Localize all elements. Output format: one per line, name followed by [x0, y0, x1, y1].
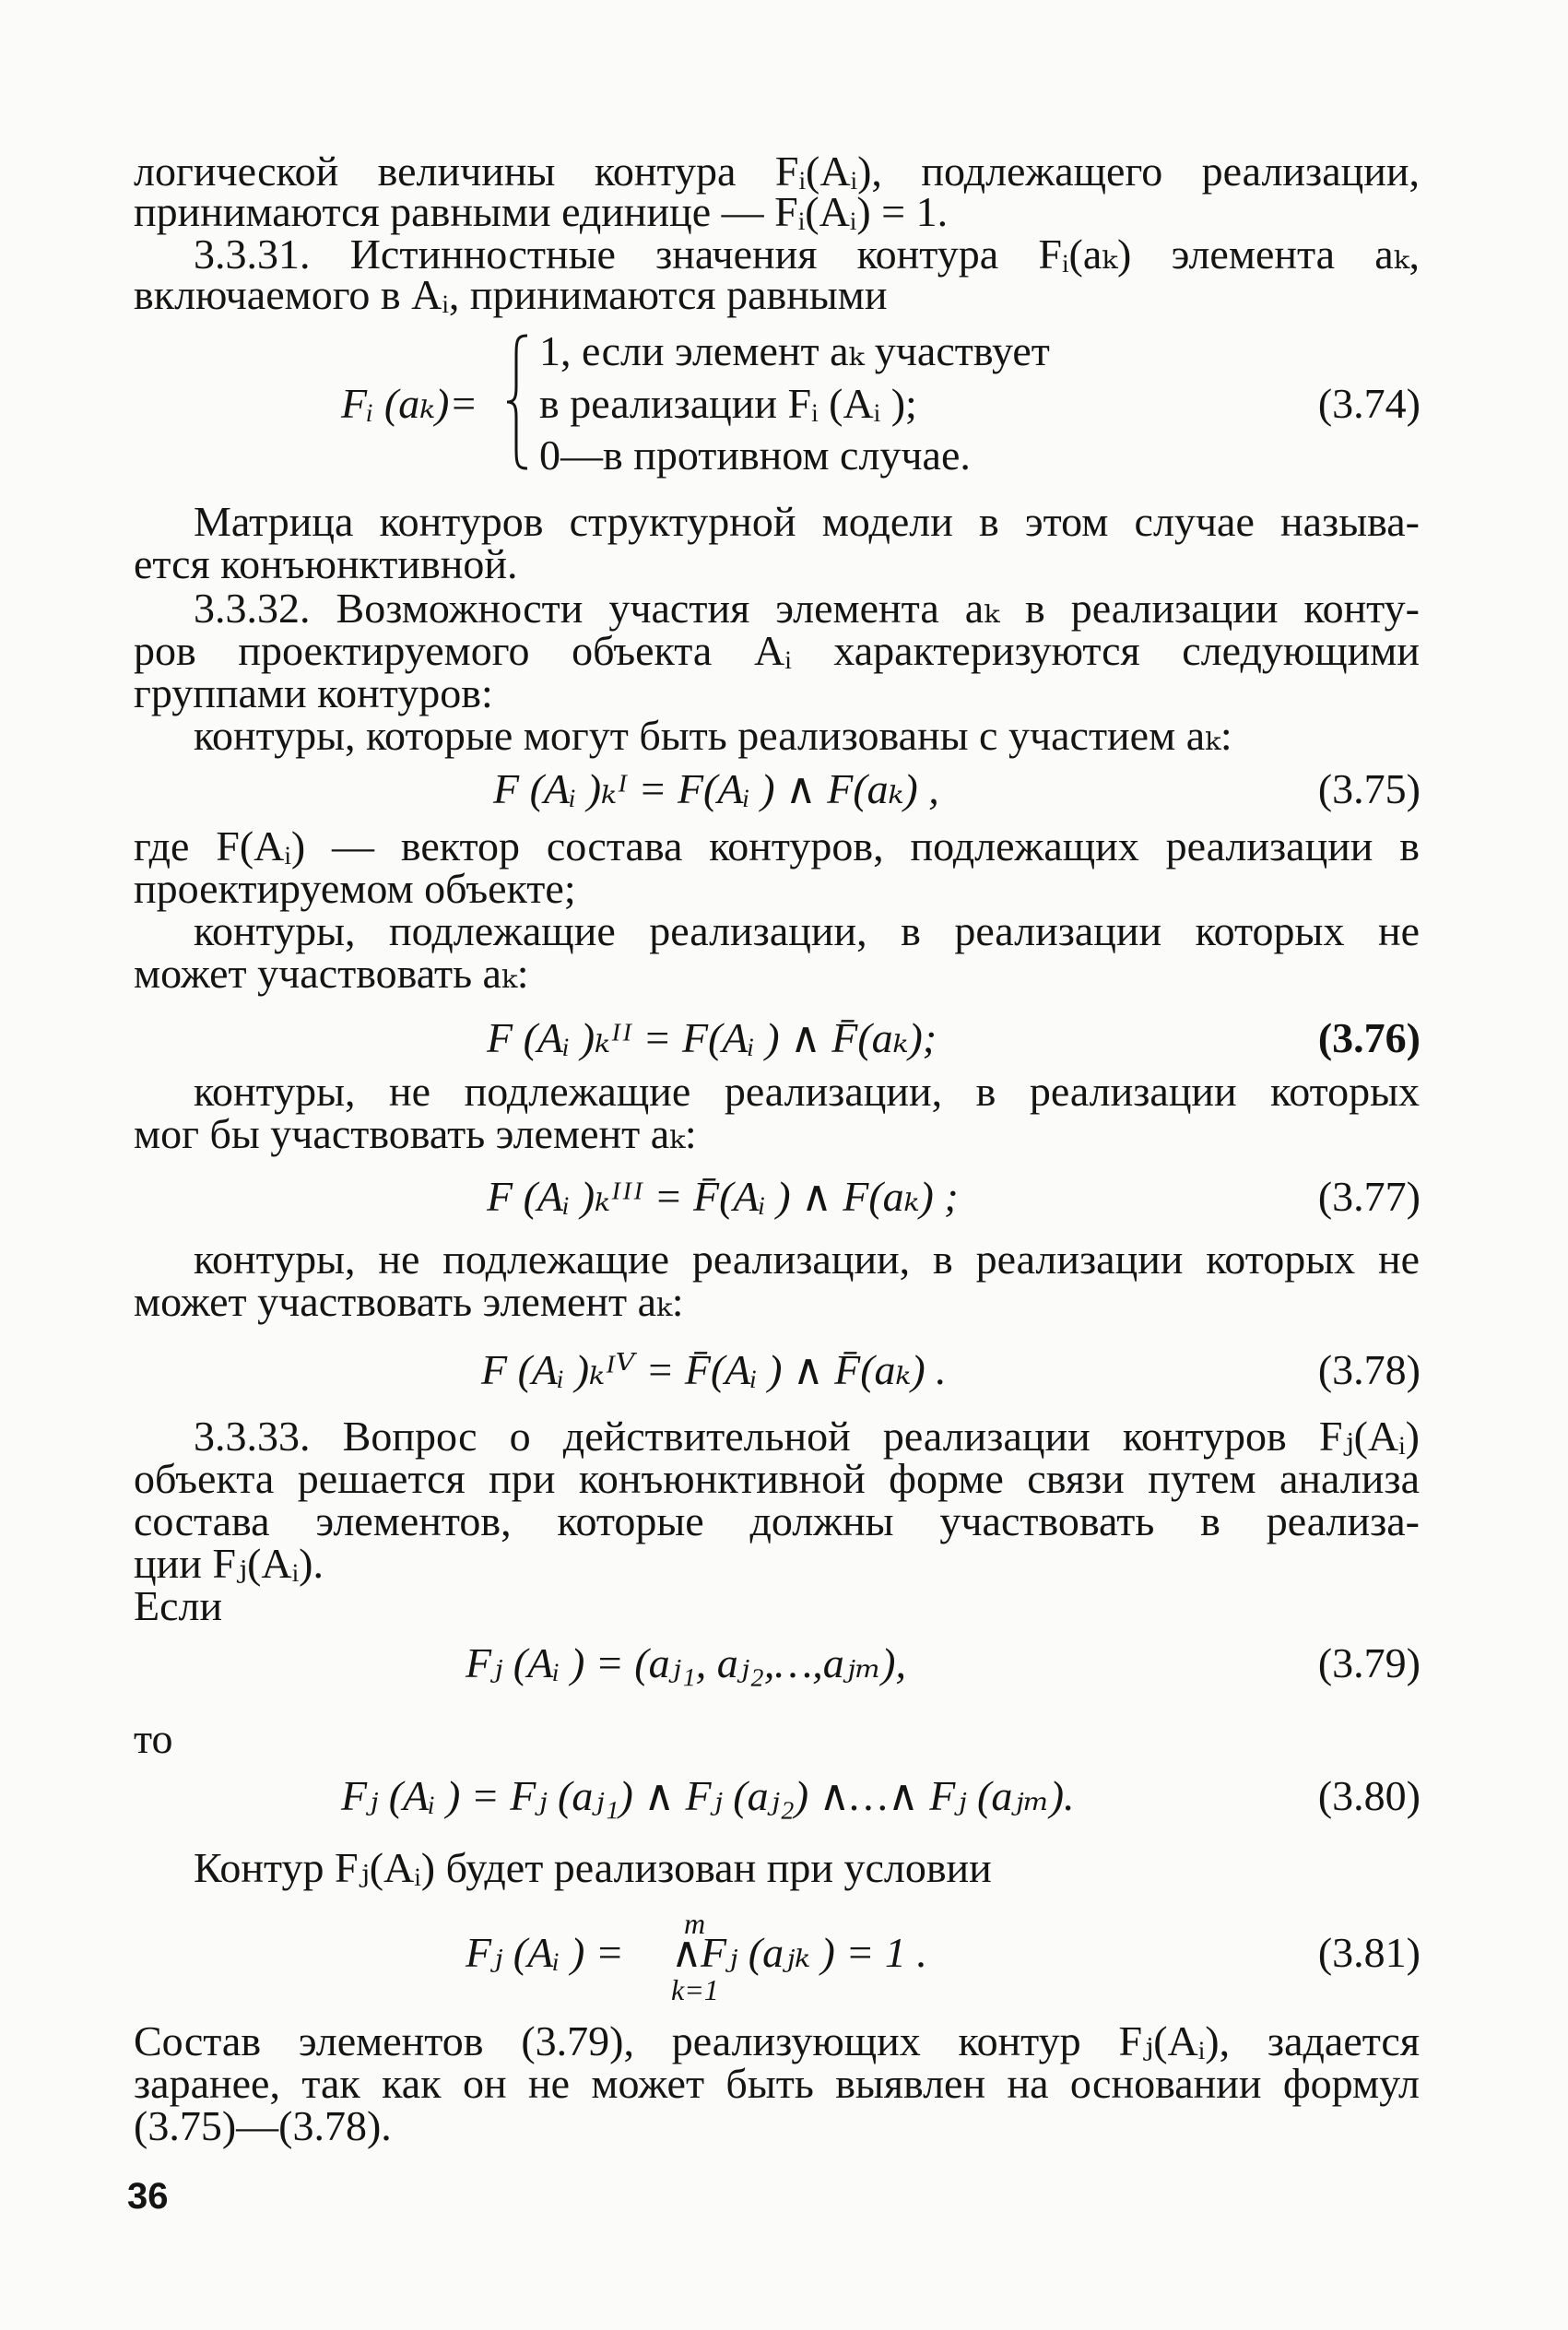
- page-number: 36: [127, 2176, 169, 2217]
- equation-number: (3.77): [1317, 1173, 1421, 1220]
- paragraph-line: 3.3.31. Истинностные значения контура Fᵢ(aₖ) элемента aₖ,: [194, 231, 1420, 278]
- equation-number: (3.74): [1317, 380, 1421, 427]
- paragraph-line: контуры, не подлежащие реализации, в реализации которых: [194, 1068, 1420, 1115]
- paragraph-line: где F(Aᵢ) — вектор состава контуров, подлежащих реализации в: [134, 822, 1420, 869]
- paragraph-line: группами контуров:: [134, 669, 493, 716]
- formula-3-78: F (Aᵢ )ₖᴵⱽ = F̄(Aᵢ ) ∧ F̄(aₖ) .: [481, 1346, 947, 1393]
- paragraph-line: то: [134, 1715, 173, 1762]
- paragraph-line: (3.75)—(3.78).: [134, 2102, 392, 2149]
- paragraph-line: включаемого в Aᵢ, принимаются равными: [134, 271, 888, 318]
- paragraph-line: объекта решается при конъюнктивной форме связи путем анализа: [134, 1455, 1420, 1502]
- paragraph-line: мог бы участвовать элемент aₖ:: [134, 1110, 697, 1157]
- equation-number: (3.78): [1317, 1346, 1421, 1393]
- paragraph-line: проектируемом объекте;: [134, 865, 576, 912]
- big-wedge-operator: ∧: [671, 1929, 702, 1976]
- formula-3-81-rhs: Fⱼ (aⱼₖ ) = 1 .: [701, 1929, 927, 1976]
- formula-3-74-case: 1, если элемент aₖ участвует: [539, 327, 1050, 374]
- formula-3-75: F (Aᵢ )ₖᴵ = F(Aᵢ ) ∧ F(aₖ) ,: [493, 765, 939, 812]
- paragraph-line: контуры, подлежащие реализации, в реализации которых не: [194, 907, 1420, 954]
- paragraph-line: Состав элементов (3.79), реализующих контур Fⱼ(Aᵢ), задается: [134, 2017, 1420, 2064]
- formula-3-77: F (Aᵢ )ₖᴵᴵᴵ = F̄(Aᵢ ) ∧ F(aₖ) ;: [487, 1173, 959, 1220]
- formula-3-80: Fⱼ (Aᵢ ) = Fⱼ (aⱼ₁) ∧ Fⱼ (aⱼ₂) ∧…∧ Fⱼ (aⱼₘ).: [341, 1772, 1075, 1819]
- paragraph-line: может участвовать aₖ:: [134, 950, 529, 997]
- formula-3-81-lhs: Fⱼ (Aᵢ ) =: [466, 1929, 624, 1976]
- operator-lower-limit: k=1: [671, 1973, 719, 2006]
- equation-number: (3.76): [1317, 1014, 1421, 1061]
- paragraph-line: ется конъюнктивной.: [134, 540, 518, 587]
- paragraph-line: Контур Fⱼ(Aᵢ) будет реализован при условии: [194, 1844, 992, 1891]
- equation-number: (3.80): [1317, 1772, 1421, 1819]
- formula-3-74-case: 0—в противном случае.: [539, 432, 971, 479]
- paragraph-line: Если: [134, 1582, 223, 1629]
- formula-3-74-case: в реализации Fᵢ (Aᵢ );: [539, 380, 917, 427]
- paragraph-line: 3.3.32. Возможности участия элемента aₖ в реализации конту-: [194, 585, 1420, 632]
- equation-number: (3.79): [1317, 1639, 1421, 1686]
- paragraph-line: контуры, которые могут быть реализованы с участием aₖ:: [194, 712, 1232, 759]
- formula-3-79: Fⱼ (Aᵢ ) = (aⱼ₁, aⱼ₂,…,aⱼₘ),: [466, 1639, 906, 1686]
- paragraph-line: ции Fⱼ(Aᵢ).: [134, 1540, 324, 1587]
- paragraph-line: принимаются равными единице — Fᵢ(Aᵢ) = 1.: [134, 188, 949, 235]
- formula-3-74-lhs: Fᵢ (aₖ)=: [341, 380, 478, 427]
- paragraph-line: заранее, так как он не может быть выявлен на основании формул: [134, 2060, 1420, 2107]
- paragraph-line: ров проектируемого объекта Aᵢ характеризуются следующими: [134, 627, 1420, 674]
- equation-number: (3.81): [1317, 1929, 1421, 1976]
- formula-3-76: F (Aᵢ )ₖᴵᴵ = F(Aᵢ ) ∧ F̄(aₖ);: [487, 1014, 937, 1061]
- paragraph-line: состава элементов, которые должны участвовать в реализа-: [134, 1497, 1420, 1544]
- paragraph-line: 3.3.33. Вопрос о действительной реализации контуров Fⱼ(Aᵢ): [194, 1413, 1420, 1460]
- paragraph-line: Матрица контуров структурной модели в этом случае называ-: [194, 498, 1420, 545]
- paragraph-line: контуры, не подлежащие реализации, в реализации которых не: [194, 1236, 1420, 1283]
- operator-upper-limit: m: [684, 1907, 706, 1940]
- paragraph-line: логической величины контура Fᵢ(Aᵢ), подлежащего реализации,: [134, 148, 1420, 195]
- curly-brace-icon: [505, 332, 531, 472]
- paragraph-line: может участвовать элемент aₖ:: [134, 1278, 684, 1325]
- equation-number: (3.75): [1317, 765, 1421, 812]
